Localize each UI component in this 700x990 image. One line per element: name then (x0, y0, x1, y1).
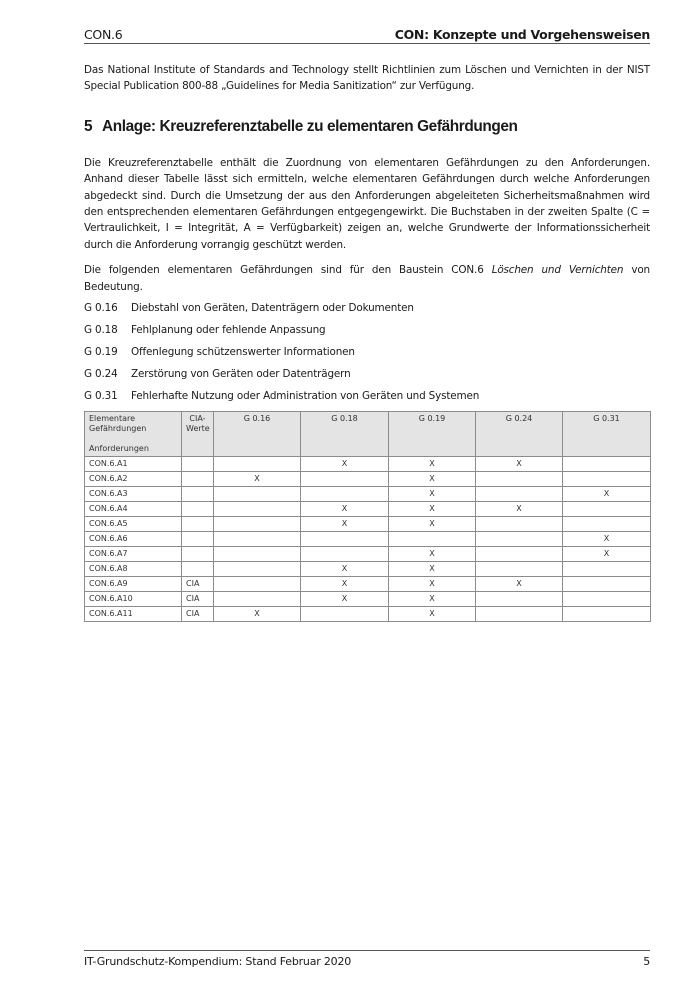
table-row (85, 607, 651, 622)
table-row (85, 562, 651, 577)
page-content (84, 62, 650, 622)
table-row (85, 592, 651, 607)
mark-cell (214, 547, 301, 562)
mark-cell (563, 472, 651, 487)
page-header (84, 22, 650, 42)
mark-cell (563, 457, 651, 472)
mark-cell (214, 577, 301, 592)
mark-cell (476, 472, 563, 487)
requirement-cell: CON.6.A4 (85, 502, 182, 517)
threat-item (84, 367, 650, 381)
mark-cell: X (301, 592, 389, 607)
mark-cell (214, 457, 301, 472)
threats-intro-end: von Bedeutung. (84, 264, 650, 293)
mark-cell: X (301, 562, 389, 577)
mark-cell: X (389, 607, 476, 622)
mark-cell (214, 562, 301, 577)
mark-cell: X (563, 547, 651, 562)
footer-divider (84, 950, 650, 951)
cia-cell: CIA (182, 577, 214, 592)
threat-item (84, 389, 650, 403)
mark-cell: X (476, 502, 563, 517)
table-row (85, 472, 651, 487)
mark-cell (563, 502, 651, 517)
mark-cell (476, 562, 563, 577)
cross-reference-table (84, 411, 651, 622)
mark-cell: X (301, 577, 389, 592)
threat-column-header: G 0.31 (563, 412, 651, 457)
threat-item (84, 301, 650, 315)
cia-cell (182, 472, 214, 487)
cia-cell: CIA (182, 607, 214, 622)
mark-cell (214, 487, 301, 502)
mark-cell (476, 487, 563, 502)
requirement-cell: CON.6.A2 (85, 472, 182, 487)
header-module-id: CON.6 (84, 27, 123, 42)
threat-code: G 0.24 (84, 368, 118, 381)
threat-code: G 0.16 (84, 302, 118, 315)
mark-cell: X (476, 577, 563, 592)
requirement-cell: CON.6.A7 (85, 547, 182, 562)
mark-cell (214, 592, 301, 607)
threat-code: G 0.18 (84, 324, 118, 337)
cia-cell (182, 457, 214, 472)
threat-label: Diebstahl von Geräten, Datenträgern oder Dokumenten (131, 302, 414, 315)
mark-cell: X (214, 472, 301, 487)
threat-label: Zerstörung von Geräten oder Datenträgern (131, 368, 351, 381)
mark-cell (301, 472, 389, 487)
cia-cell (182, 532, 214, 547)
table-body (85, 457, 651, 622)
corner-header-cell (85, 412, 182, 457)
mark-cell: X (389, 502, 476, 517)
cia-header-cell: CIA-Werte (182, 412, 214, 457)
mark-cell (476, 517, 563, 532)
mark-cell (389, 532, 476, 547)
mark-cell: X (389, 457, 476, 472)
mark-cell: X (389, 517, 476, 532)
mark-cell: X (301, 457, 389, 472)
threat-list (84, 301, 650, 403)
mark-cell: X (563, 532, 651, 547)
corner-requirements-label: Anforderungen (89, 444, 149, 454)
requirement-cell: CON.6.A10 (85, 592, 182, 607)
footer-document-title: IT-Grundschutz-Kompendium: Stand Februar 2020 (84, 955, 352, 968)
mark-cell: X (301, 517, 389, 532)
mark-cell (563, 577, 651, 592)
mark-cell (214, 517, 301, 532)
page-footer (84, 955, 650, 968)
mark-cell (563, 517, 651, 532)
cia-cell (182, 487, 214, 502)
mark-cell: X (389, 547, 476, 562)
requirement-cell: CON.6.A5 (85, 517, 182, 532)
mark-cell: X (389, 472, 476, 487)
cia-cell (182, 562, 214, 577)
table-row (85, 517, 651, 532)
mark-cell (301, 487, 389, 502)
mark-cell (301, 532, 389, 547)
cia-cell: CIA (182, 592, 214, 607)
threat-code: G 0.31 (84, 390, 118, 403)
threat-label: Fehlplanung oder fehlende Anpassung (131, 324, 326, 337)
section-title: Anlage: Kreuzreferenztabelle zu elementaren Gefährdungen (102, 117, 518, 135)
threat-label: Fehlerhafte Nutzung oder Administration von Geräten und Systemen (131, 390, 480, 403)
requirement-cell: CON.6.A3 (85, 487, 182, 502)
requirement-cell: CON.6.A1 (85, 457, 182, 472)
mark-cell (476, 592, 563, 607)
mark-cell (563, 607, 651, 622)
table-row (85, 532, 651, 547)
mark-cell (476, 532, 563, 547)
threat-item (84, 323, 650, 337)
threat-column-header: G 0.24 (476, 412, 563, 457)
table-description-paragraph: Die Kreuzreferenztabelle enthält die Zuordnung von elementaren Gefährdungen zu den Anforderungen. Anhand dieser Tabelle lässt sich ermitteln, welche elementaren Gefährdungen durch welche Anforderungen abgedeckt sind. Durch die Umsetzung der aus den Anforderungen abgeleiteten Sicherheitsmaßnahmen wird den entsprechenden elementaren Gefährdungen entgegengewirkt. Die Buchstaben in der zweiten Spalte (C = Vertraulichkeit, I = Integrität, A = Verfügbarkeit) zeigen an, welche Grundwerte der Informationssicherheit durch die Anforderung vorrangig geschützt werden. (84, 156, 650, 251)
corner-threats-label: Elementare Gefährdungen (89, 414, 147, 434)
mark-cell (214, 532, 301, 547)
threat-label: Offenlegung schützenswerter Informationen (131, 346, 355, 359)
mark-cell: X (389, 487, 476, 502)
threat-column-header: G 0.18 (301, 412, 389, 457)
table-row (85, 487, 651, 502)
section-number: 5 (84, 117, 93, 135)
requirement-cell: CON.6.A9 (85, 577, 182, 592)
mark-cell (563, 592, 651, 607)
threat-item (84, 345, 650, 359)
cia-cell (182, 517, 214, 532)
table-row (85, 457, 651, 472)
table-row (85, 547, 651, 562)
mark-cell: X (476, 457, 563, 472)
cia-cell (182, 502, 214, 517)
threat-column-header: G 0.19 (389, 412, 476, 457)
threat-column-header: G 0.16 (214, 412, 301, 457)
mark-cell: X (389, 592, 476, 607)
mark-cell: X (563, 487, 651, 502)
intro-paragraph: Das National Institute of Standards and Technology stellt Richtlinien zum Löschen und Vernichten in der NIST Special Publication 800-88 „Guidelines for Media Sanitization“ zur Verfügung. (84, 64, 650, 93)
header-chapter-title: CON: Konzepte und Vorgehensweisen (394, 27, 650, 42)
mark-cell: X (301, 502, 389, 517)
mark-cell: X (389, 562, 476, 577)
table-row (85, 502, 651, 517)
threats-intro-text: Die folgenden elementaren Gefährdungen sind für den Baustein CON.6 (84, 264, 492, 277)
mark-cell: X (214, 607, 301, 622)
mark-cell (476, 607, 563, 622)
mark-cell (301, 607, 389, 622)
table-header-row (85, 412, 651, 457)
module-name: Löschen und Vernichten (491, 264, 624, 277)
requirement-cell: CON.6.A11 (85, 607, 182, 622)
requirement-cell: CON.6.A6 (85, 532, 182, 547)
requirement-cell: CON.6.A8 (85, 562, 182, 577)
table-row (85, 577, 651, 592)
mark-cell (563, 562, 651, 577)
page-number: 5 (643, 955, 650, 968)
mark-cell (214, 502, 301, 517)
mark-cell (301, 547, 389, 562)
header-divider (84, 43, 650, 44)
cia-cell (182, 547, 214, 562)
section-heading (84, 118, 650, 136)
threats-intro-paragraph (84, 262, 650, 295)
mark-cell (476, 547, 563, 562)
threat-code: G 0.19 (84, 346, 118, 359)
mark-cell: X (389, 577, 476, 592)
